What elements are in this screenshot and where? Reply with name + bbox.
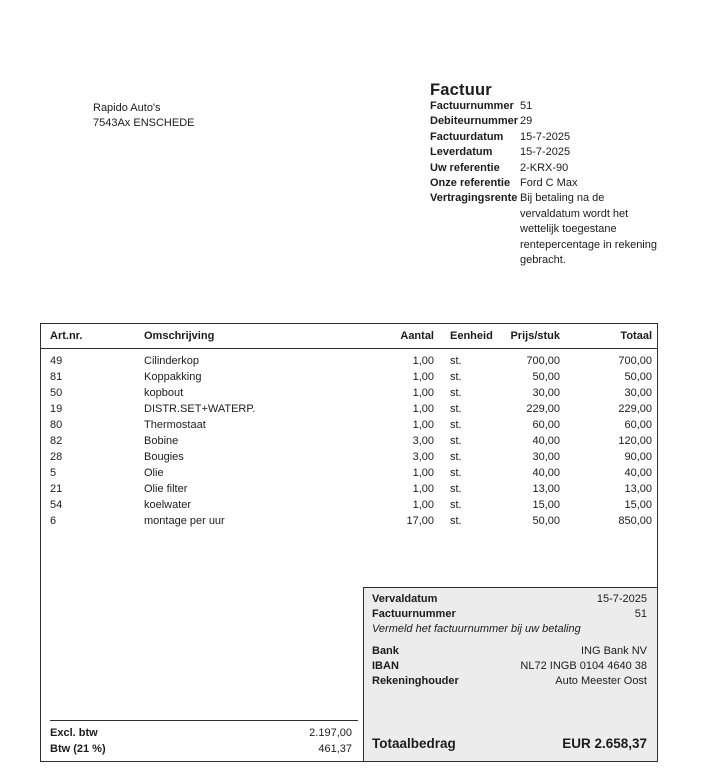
meta-label: Debiteurnummer [430,115,519,128]
table-header-row [41,324,657,349]
payment-row-rekeninghouder [372,674,647,689]
cell-artnr: 54 [50,499,63,511]
cell-artnr: 28 [50,451,63,463]
cell-aantal: 1,00 [412,467,434,479]
invoice-title: Factuur [430,81,492,99]
col-header-aantal: Aantal [400,330,434,342]
grand-total-value: EUR 2.658,37 [562,736,647,751]
cell-omschrijving: montage per uur [144,515,225,527]
cell-artnr: 49 [50,355,63,367]
grand-total-label: Totaalbedrag [372,736,456,751]
cell-eenheid: st. [450,499,462,511]
table-row [41,369,657,385]
table-row [41,497,657,513]
meta-value: 51 [520,100,533,112]
payment-row-vervaldatum [372,592,647,607]
meta-value: 29 [520,115,533,128]
meta-row-onze-referentie [430,176,666,191]
cell-artnr: 6 [50,515,57,527]
iban-label: IBAN [372,660,399,672]
cell-prijs: 30,00 [532,387,560,399]
cell-prijs: 40,00 [532,467,560,479]
cell-omschrijving: Thermostaat [144,419,206,431]
excl-btw-value: 2.197,00 [309,727,352,739]
meta-row-uw-referentie [430,161,666,176]
cell-artnr: 82 [50,435,63,447]
total-row-excl-btw [50,726,352,741]
cell-eenheid: st. [450,403,462,415]
meta-label: Vertragingsrente [430,192,518,205]
payment-note: Vermeld het factuurnummer bij uw betaling [372,623,581,635]
cell-eenheid: st. [450,419,462,431]
cell-omschrijving: Olie filter [144,483,188,495]
cell-aantal: 3,00 [412,435,434,447]
meta-value: Ford C Max [520,177,578,190]
cell-eenheid: st. [450,435,462,447]
table-row [41,449,657,465]
meta-value: 2-KRX-90 [520,161,569,174]
table-row [41,417,657,433]
cell-artnr: 5 [50,467,57,479]
factuurnummer-label: Factuurnummer [372,608,456,620]
vervaldatum-value: 15-7-2025 [596,593,647,605]
cell-omschrijving: Bougies [144,451,184,463]
payment-box [363,587,658,762]
cell-totaal: 13,00 [624,483,652,495]
btw-value: 461,37 [318,743,352,755]
iban-value: NL72 INGB 0104 4640 38 [520,660,647,672]
meta-row-debiteurnummer [430,114,666,129]
col-header-artnr: Art.nr. [50,330,83,342]
cell-eenheid: st. [450,467,462,479]
cell-totaal: 60,00 [624,419,652,431]
cell-prijs: 229,00 [526,403,560,415]
cell-eenheid: st. [450,355,462,367]
payment-row-bank [372,644,647,659]
payment-row-iban [372,659,647,674]
sender-name: Rapido Auto's [93,102,161,114]
meta-label: Factuurdatum [430,130,504,143]
meta-value: 15-7-2025 [520,146,571,159]
factuurnummer-value: 51 [634,608,647,620]
excl-btw-label: Excl. btw [50,727,98,739]
cell-totaal: 50,00 [624,371,652,383]
cell-prijs: 13,00 [532,483,560,495]
rekeninghouder-label: Rekeninghouder [372,675,459,687]
table-row [41,433,657,449]
table-row [41,513,657,529]
meta-label: Factuurnummer [430,100,514,112]
cell-omschrijving: koelwater [144,499,192,511]
cell-omschrijving: DISTR.SET+WATERP. [144,403,256,415]
bank-label: Bank [372,645,399,657]
cell-aantal: 1,00 [412,419,434,431]
meta-row-vertragingsrente [430,191,666,268]
payment-row-factuurnummer [372,607,647,622]
cell-prijs: 50,00 [532,515,560,527]
meta-label: Onze referentie [430,177,511,190]
cell-artnr: 19 [50,403,63,415]
totals-divider [50,720,358,721]
cell-prijs: 30,00 [532,451,560,463]
cell-eenheid: st. [450,371,462,383]
cell-artnr: 50 [50,387,63,399]
cell-prijs: 15,00 [532,499,560,511]
cell-artnr: 81 [50,371,63,383]
cell-prijs: 50,00 [532,371,560,383]
col-header-omschrijving: Omschrijving [144,330,215,342]
meta-value: 15-7-2025 [520,130,571,143]
cell-omschrijving: Cilinderkop [144,355,200,367]
cell-totaal: 229,00 [618,403,652,415]
cell-totaal: 15,00 [624,499,652,511]
cell-omschrijving: Olie [144,467,164,479]
total-row-btw [50,742,352,757]
vervaldatum-label: Vervaldatum [372,593,438,605]
sender-block [93,101,195,132]
cell-aantal: 1,00 [412,355,434,367]
cell-aantal: 1,00 [412,499,434,511]
rekeninghouder-value: Auto Meester Oost [555,675,647,687]
meta-row-factuurdatum [430,130,666,145]
cell-prijs: 700,00 [526,355,560,367]
cell-aantal: 1,00 [412,483,434,495]
btw-label: Btw (21 %) [50,743,106,755]
cell-totaal: 120,00 [618,435,652,447]
meta-label: Uw referentie [430,161,500,174]
cell-totaal: 90,00 [624,451,652,463]
col-header-prijs-stuk: Prijs/stuk [510,330,560,342]
cell-totaal: 40,00 [624,467,652,479]
cell-aantal: 1,00 [412,387,434,399]
meta-value: Bij betaling na de vervaldatum wordt het wettelijk toegestane rentepercentage in rekening gebracht. [520,192,657,267]
cell-aantal: 1,00 [412,371,434,383]
meta-label: Leverdatum [430,146,493,159]
bank-value: ING Bank NV [580,645,647,657]
cell-aantal: 3,00 [412,451,434,463]
cell-eenheid: st. [450,387,462,399]
cell-eenheid: st. [450,515,462,527]
cell-aantal: 1,00 [412,403,434,415]
grand-total-row [372,734,647,754]
cell-prijs: 60,00 [532,419,560,431]
table-row [41,353,657,369]
cell-omschrijving: Koppakking [144,371,202,383]
cell-omschrijving: kopbout [144,387,184,399]
cell-prijs: 40,00 [532,435,560,447]
table-row [41,385,657,401]
table-row [41,401,657,417]
meta-row-leverdatum [430,145,666,160]
cell-omschrijving: Bobine [144,435,179,447]
invoice-meta [430,99,666,268]
table-row [41,465,657,481]
cell-eenheid: st. [450,483,462,495]
sender-city: 7543Ax ENSCHEDE [93,117,195,130]
col-header-eenheid: Eenheid [450,330,493,342]
cell-totaal: 850,00 [618,515,652,527]
cell-artnr: 80 [50,419,63,431]
cell-artnr: 21 [50,483,63,495]
col-header-totaal: Totaal [620,330,652,342]
cell-aantal: 17,00 [406,515,434,527]
cell-totaal: 700,00 [618,355,652,367]
cell-eenheid: st. [450,451,462,463]
cell-totaal: 30,00 [624,387,652,399]
meta-row-factuurnummer [430,99,666,114]
table-row [41,481,657,497]
